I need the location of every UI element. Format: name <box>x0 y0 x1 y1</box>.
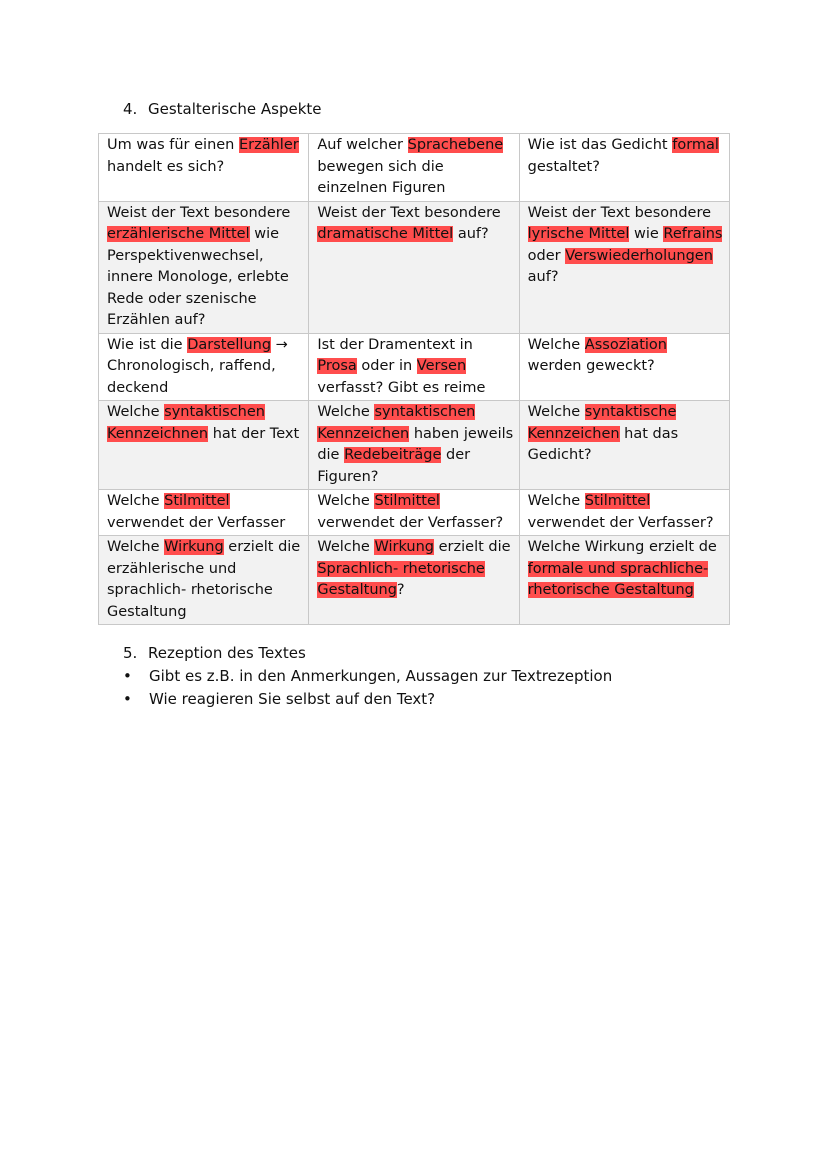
table-row <box>99 401 730 490</box>
highlighted-term: Stilmittel <box>374 493 440 509</box>
list-item <box>123 665 612 688</box>
cell-text: erzielt die <box>434 539 511 555</box>
highlighted-term: Sprachlich- rhetorische Gestaltung <box>317 560 485 598</box>
aspects-table <box>98 133 730 625</box>
table-row <box>99 490 730 536</box>
highlighted-term: syntaktische Kennzeichen <box>527 404 677 442</box>
section-5-heading <box>123 642 612 665</box>
table-cell <box>99 333 309 401</box>
highlighted-term: Prosa <box>317 358 357 374</box>
section-5 <box>123 642 612 711</box>
table-row <box>99 134 730 202</box>
highlighted-term: Stilmittel <box>164 493 230 509</box>
table-row <box>99 536 730 625</box>
section-4-title: Gestalterische Aspekte <box>148 100 322 118</box>
cell-text: hat der Text <box>208 425 300 442</box>
table-cell <box>309 536 519 625</box>
table-cell <box>309 401 519 490</box>
cell-text: Welche <box>317 493 375 509</box>
highlighted-term: erzählerische Mittel <box>107 226 250 242</box>
cell-text: ? <box>396 582 405 598</box>
cell-text: verfasst? Gibt es reime <box>317 379 486 396</box>
table-cell <box>519 401 729 490</box>
table-row <box>99 201 730 333</box>
cell-text: Welche <box>107 539 165 555</box>
cell-text: oder in <box>356 358 417 374</box>
cell-text: der Figuren? <box>317 447 471 485</box>
cell-text: handelt es sich? <box>107 158 225 175</box>
highlighted-term: Wirkung <box>374 539 435 555</box>
highlighted-term: syntaktischen Kennzeichnen <box>107 404 265 442</box>
table-cell <box>99 401 309 490</box>
cell-text: Ist der Dramentext in <box>317 336 473 353</box>
table-cell <box>519 333 729 401</box>
cell-text: Wie ist die <box>107 336 188 353</box>
table-cell <box>99 490 309 536</box>
section-4-heading <box>123 99 322 120</box>
cell-text: Weist der Text besondere <box>527 204 712 221</box>
table-cell <box>519 490 729 536</box>
cell-text: auf? <box>527 269 559 285</box>
highlighted-term: Versen <box>416 358 467 374</box>
cell-text: bewegen sich die einzelnen Figuren <box>317 158 446 196</box>
cell-text: wie Perspektivenwechsel, innere Monologe, erlebte Rede oder szenische Erzählen auf? <box>107 226 289 328</box>
cell-text: Welche <box>317 404 375 420</box>
cell-text: Welche <box>527 493 585 509</box>
highlighted-term: Assoziation <box>584 336 667 353</box>
cell-text: Weist der Text besondere <box>107 204 291 221</box>
cell-text: verwendet der Verfasser? <box>527 514 714 531</box>
cell-text: oder <box>527 247 566 264</box>
table-cell <box>309 201 519 333</box>
highlighted-term: Sprachebene <box>407 137 504 153</box>
highlighted-term: syntaktischen Kennzeichen <box>317 404 476 442</box>
table-cell <box>309 490 519 536</box>
highlighted-term: Wirkung <box>164 539 224 555</box>
cell-text: Welche <box>527 404 585 420</box>
cell-text: wie <box>629 226 664 242</box>
table-cell <box>309 333 519 401</box>
section-5-number: 5. <box>123 644 138 662</box>
list-item <box>123 688 612 711</box>
highlighted-term: Darstellung <box>187 336 272 353</box>
bullet-icon: • <box>123 690 132 708</box>
cell-text: hat das Gedicht? <box>527 425 679 463</box>
cell-text: Auf welcher <box>317 137 408 153</box>
table-row <box>99 333 730 401</box>
table-cell <box>99 536 309 625</box>
cell-text: gestaltet? <box>527 158 600 175</box>
list-item-text: Wie reagieren Sie selbst auf den Text? <box>149 690 436 708</box>
cell-text: erzielt die erzählerische und sprachlich- rhetorische Gestaltung <box>107 539 301 620</box>
cell-text: → Chronologisch, raffend, deckend <box>107 336 288 396</box>
highlighted-term: formal <box>672 137 719 153</box>
highlighted-term: Refrains <box>663 226 723 242</box>
cell-text: haben jeweils die <box>317 425 514 463</box>
highlighted-term: Stilmittel <box>584 493 651 509</box>
cell-text: verwendet der Verfasser? <box>317 514 504 531</box>
highlighted-term: dramatische Mittel <box>317 226 454 242</box>
highlighted-term: lyrische Mittel <box>527 226 630 242</box>
cell-text: Um was für einen <box>107 137 239 153</box>
table-cell <box>519 134 729 202</box>
section-5-title: Rezeption des Textes <box>148 644 306 662</box>
cell-text: Weist der Text besondere <box>317 204 501 221</box>
table-cell <box>519 201 729 333</box>
highlighted-term: formale und sprachliche- rhetorische Gestaltung <box>527 560 709 598</box>
table-cell <box>519 536 729 625</box>
section-4-number: 4. <box>123 100 138 118</box>
cell-text: Welche <box>317 539 375 555</box>
cell-text: Welche <box>107 404 165 420</box>
cell-text: Welche <box>527 336 585 353</box>
table-cell <box>99 134 309 202</box>
list-item-text: Gibt es z.B. in den Anmerkungen, Aussagen zur Textrezeption <box>149 667 613 685</box>
highlighted-term: Erzähler <box>238 137 299 153</box>
cell-text: Wie ist das Gedicht <box>527 137 673 153</box>
cell-text: werden geweckt? <box>527 358 655 374</box>
highlighted-term: Redebeiträge <box>344 447 442 463</box>
bullet-icon: • <box>123 667 132 685</box>
cell-text: Welche Wirkung erzielt de <box>527 539 717 555</box>
cell-text: auf? <box>453 226 489 242</box>
table-cell <box>99 201 309 333</box>
table-cell <box>309 134 519 202</box>
cell-text: verwendet der Verfasser <box>107 514 286 531</box>
rezeption-list <box>123 665 612 711</box>
cell-text: Welche <box>107 493 165 509</box>
highlighted-term: Verswiederholungen <box>565 247 713 264</box>
